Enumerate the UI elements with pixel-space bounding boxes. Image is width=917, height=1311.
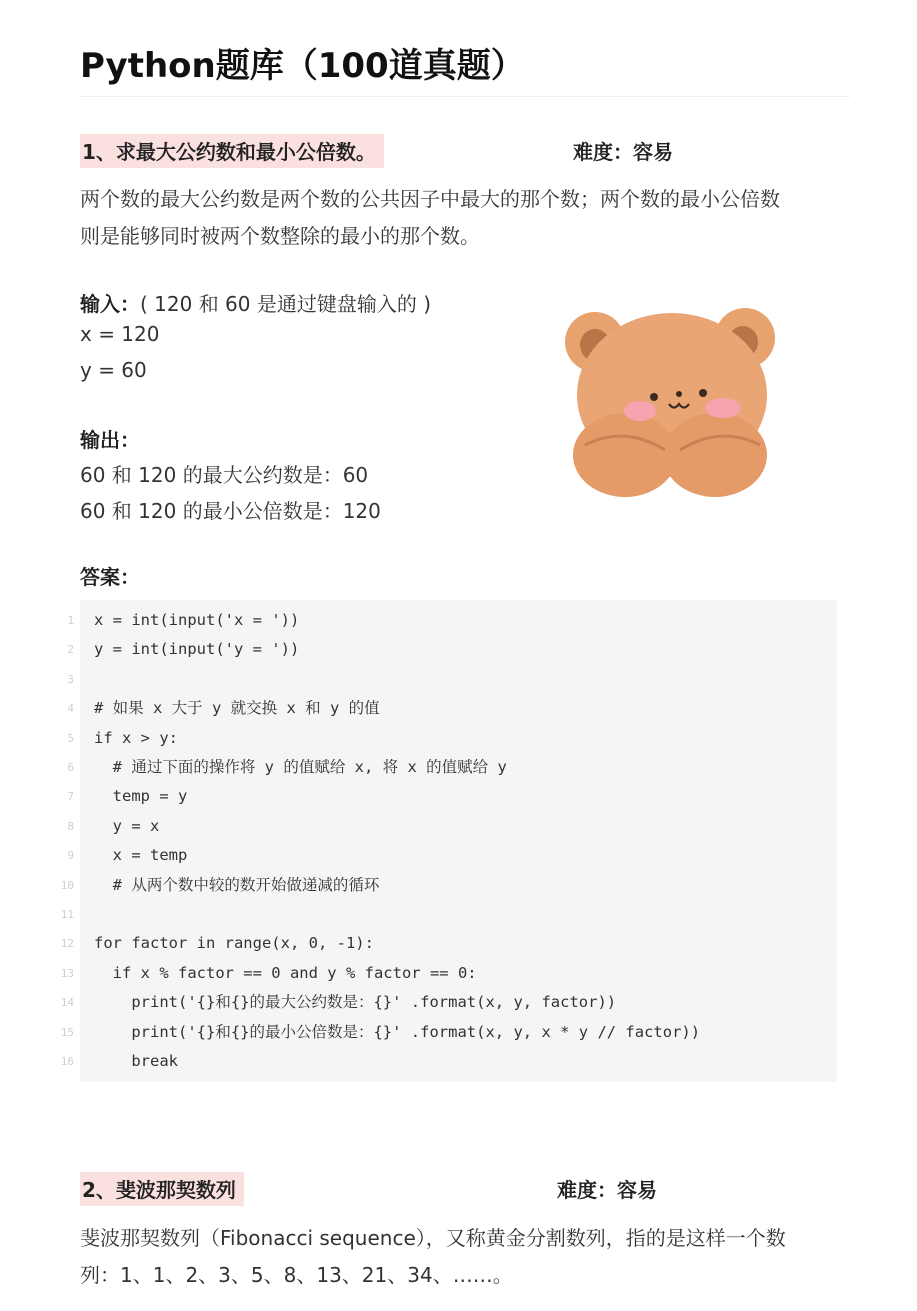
- q1-output-2: 60 和 120 的最小公倍数是：120: [80, 499, 381, 523]
- code-text: # 如果 x 大于 y 就交换 x 和 y 的值: [94, 699, 380, 718]
- code-text: print('{}和{}的最大公约数是：{}' .format(x, y, factor)): [94, 993, 617, 1012]
- line-number: 5: [67, 731, 74, 745]
- line-number: 8: [67, 819, 74, 833]
- code-text: for factor in range(x, 0, -1):: [94, 934, 374, 953]
- code-text: x = temp: [94, 846, 188, 865]
- code-line: [67, 635, 837, 664]
- line-number: 14: [60, 996, 74, 1010]
- answer-code-block: [60, 600, 837, 1082]
- q1-desc-line2: 则是能够同时被两个数整除的最小的那个数。: [80, 224, 480, 248]
- answer-label: 答案：: [80, 565, 140, 589]
- line-number: 13: [60, 966, 74, 980]
- code-line: [67, 753, 837, 782]
- line-number: 10: [60, 878, 74, 892]
- code-line: [67, 782, 837, 811]
- input-note: ( 120 和 60 是通过键盘输入的 ): [140, 292, 432, 316]
- q2-difficulty: 难度：容易: [557, 1178, 657, 1202]
- line-number: 6: [67, 761, 74, 774]
- code-line: [60, 959, 837, 988]
- q1-difficulty: 难度：容易: [573, 140, 673, 164]
- line-number: 11: [60, 908, 74, 921]
- code-text: break: [94, 1052, 178, 1070]
- bear-sticker-icon: [555, 290, 790, 505]
- code-line: [67, 665, 837, 694]
- code-text: x = int(input('x = ')): [94, 611, 300, 629]
- code-line: [67, 606, 837, 635]
- code-line: [67, 812, 837, 841]
- code-line: [60, 871, 837, 900]
- code-text: # 通过下面的操作将 y 的值赋给 x, 将 x 的值赋给 y: [94, 758, 507, 776]
- q1-input-line: [80, 288, 431, 317]
- title-divider: [80, 96, 850, 97]
- q2-desc-line1: 斐波那契数列（Fibonacci sequence），又称黄金分割数列，指的是这样一个数: [80, 1226, 786, 1250]
- code-line: [60, 900, 837, 929]
- q2-desc-line2: 列：1、1、2、3、5、8、13、21、34、……。: [80, 1263, 513, 1287]
- line-number: 12: [60, 937, 74, 951]
- code-line: [67, 694, 837, 723]
- line-number: 15: [60, 1025, 74, 1039]
- code-text: y = x: [94, 816, 160, 835]
- line-number: 3: [67, 672, 74, 686]
- q1-desc-line1: 两个数的最大公约数是两个数的公共因子中最大的那个数；两个数的最小公倍数: [80, 187, 780, 211]
- doc-title: Python题库（100道真题）: [80, 46, 525, 86]
- code-text: # 从两个数中较的数开始做递减的循环: [94, 875, 380, 894]
- code-line: [60, 1047, 837, 1076]
- line-number: 4: [67, 702, 74, 716]
- code-line: [67, 724, 837, 753]
- code-text: if x % factor == 0 and y % factor == 0:: [94, 963, 477, 982]
- output-label: 输出：: [80, 428, 140, 452]
- q2-heading: 2、斐波那契数列: [80, 1172, 244, 1206]
- code-text: if x > y:: [94, 728, 178, 747]
- line-number: 2: [67, 643, 74, 657]
- code-line: [60, 988, 837, 1017]
- code-text: y = int(input('y = ')): [94, 640, 300, 659]
- code-line: [60, 929, 837, 958]
- code-line: [67, 841, 837, 870]
- line-number: 16: [60, 1055, 74, 1068]
- q1-input-y: y = 60: [80, 358, 147, 382]
- line-number: 9: [67, 849, 74, 863]
- q1-input-x: x = 120: [80, 322, 160, 346]
- q1-description: [80, 181, 840, 255]
- q2-description: [80, 1220, 850, 1294]
- q1-output-1: 60 和 120 的最大公约数是：60: [80, 463, 369, 487]
- line-number: 7: [67, 790, 74, 804]
- code-text: print('{}和{}的最小公倍数是：{}' .format(x, y, x * y // factor)): [94, 1022, 701, 1041]
- code-line: [60, 1018, 837, 1047]
- input-label: 输入：: [80, 292, 140, 316]
- code-text: temp = y: [94, 787, 188, 806]
- q1-heading: 1、求最大公约数和最小公倍数。: [80, 134, 384, 168]
- line-number: 1: [67, 614, 74, 627]
